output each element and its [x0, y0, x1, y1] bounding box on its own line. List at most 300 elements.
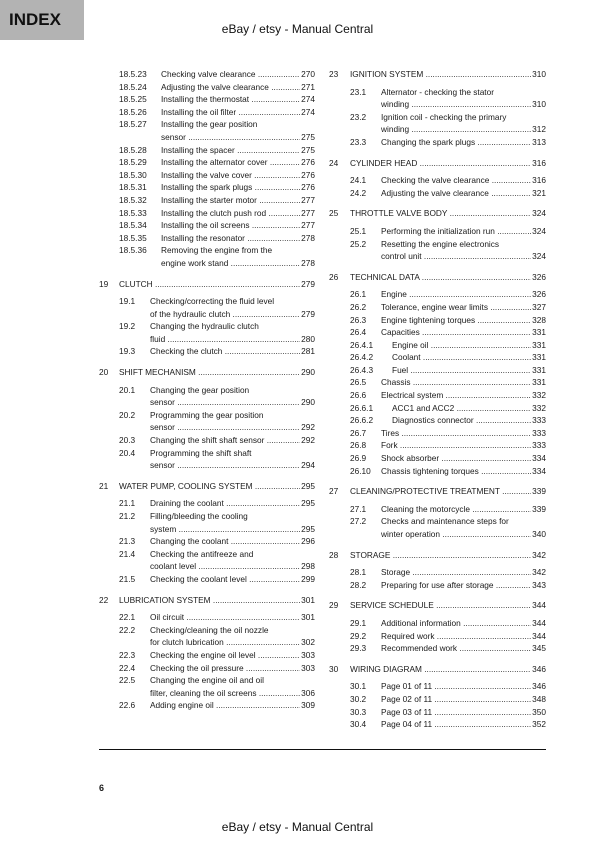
toc-entry-number: 26.9 [350, 453, 367, 464]
toc-entry-number: 26 [329, 271, 339, 282]
toc-entry-title: Performing the initialization run ..... [381, 225, 531, 238]
toc-entry[interactable] [99, 118, 315, 143]
toc-entry-title: sensor ..... [150, 459, 300, 472]
toc-entry-title: Shock absorber ..... [381, 452, 531, 465]
toc-entry-title: fluid ..... [150, 333, 300, 346]
toc-entry-page: 324 [532, 251, 546, 262]
toc-entry-page: 324 [532, 208, 546, 219]
toc-entry-title: Changing the spark plugs ..... [381, 136, 531, 149]
toc-entry-page: 326 [532, 289, 546, 300]
toc-entry[interactable] [329, 86, 546, 111]
toc-entry[interactable] [99, 219, 315, 232]
toc-entry-page: 290 [301, 367, 315, 378]
toc-entry-number: 28.2 [350, 579, 367, 590]
toc-entry[interactable] [99, 144, 315, 157]
toc-entry-title: Oil circuit ..... [150, 611, 300, 624]
toc-entry-number: 23.3 [350, 136, 367, 147]
toc-entry-number: 18.5.33 [119, 207, 147, 218]
toc-entry-number: 26.5 [350, 377, 367, 388]
toc-entry-number: 18.5.34 [119, 220, 147, 231]
toc-entry-title: Installing the spacer ..... [161, 144, 300, 157]
toc-entry-title: SHIFT MECHANISM ..... [119, 366, 300, 379]
toc-entry[interactable] [99, 611, 315, 624]
toc-entry-title: WIRING DIAGRAM ..... [350, 663, 531, 676]
toc-entry[interactable] [99, 181, 315, 194]
toc-entry-number: 20 [99, 367, 109, 378]
toc-entry[interactable] [329, 339, 546, 352]
toc-entry-number: 22.3 [119, 649, 136, 660]
toc-entry-page: 275 [301, 131, 315, 142]
toc-entry[interactable] [99, 295, 315, 320]
toc-entry[interactable] [99, 93, 315, 106]
toc-entry-page: 339 [532, 503, 546, 514]
toc-entry-page: 279 [301, 308, 315, 319]
toc-entry[interactable] [329, 579, 546, 592]
toc-entry-page: 301 [301, 594, 315, 605]
toc-entry-page: 275 [301, 144, 315, 155]
toc-entry-title: Page 04 of 11 ..... [381, 718, 531, 731]
toc-entry-number: 26.8 [350, 440, 367, 451]
toc-entry-title-line: Changing the hydraulic clutch [150, 321, 259, 332]
toc-entry-title: of the hydraulic clutch ..... [150, 308, 300, 321]
toc-entry-number: 18.5.36 [119, 245, 147, 256]
toc-entry-number: 22 [99, 594, 109, 605]
toc-entry[interactable] [329, 314, 546, 327]
toc-entry[interactable] [329, 351, 546, 364]
toc-entry-title: Cleaning the motorcycle ..... [381, 503, 531, 516]
toc-entry-number: 21.4 [119, 548, 136, 559]
toc-entry-page: 342 [532, 549, 546, 560]
toc-entry-number: 26.4.3 [350, 364, 374, 375]
toc-entry[interactable] [99, 320, 315, 345]
toc-entry-title-line: Filling/bleeding the cooling [150, 511, 248, 521]
header-banner: eBay / etsy - Manual Central [221, 22, 374, 36]
toc-entry-page: 299 [301, 573, 315, 584]
toc-entry-page: 344 [532, 600, 546, 611]
toc-entry-title: WATER PUMP, COOLING SYSTEM ..... [119, 480, 300, 493]
toc-entry-page: 332 [532, 402, 546, 413]
toc-entry-title: Installing the oil filter ..... [161, 106, 300, 119]
toc-entry[interactable] [99, 699, 315, 712]
toc-entry-page: 295 [301, 523, 315, 534]
toc-entry-number: 30.3 [350, 706, 367, 717]
toc-entry[interactable] [99, 573, 315, 586]
toc-entry-page: 274 [301, 106, 315, 117]
toc-entry-title: STORAGE ..... [350, 549, 531, 562]
toc-entry-page: 328 [532, 314, 546, 325]
toc-entry-page: 344 [532, 617, 546, 628]
toc-entry-page: 276 [301, 169, 315, 180]
toc-section[interactable] [99, 594, 315, 607]
toc-entry-number: 26.7 [350, 427, 367, 438]
toc-entry-title: Tires ..... [381, 427, 531, 440]
toc-entry-title: Engine oil ..... [392, 339, 531, 352]
toc-entry-title: Required work ..... [381, 630, 531, 643]
toc-entry-page: 344 [532, 630, 546, 641]
toc-entry-page: 333 [532, 440, 546, 451]
toc-entry-title: Additional information ..... [381, 617, 531, 630]
toc-entry[interactable] [329, 389, 546, 402]
toc-entry-page: 331 [532, 377, 546, 388]
toc-entry-number: 20.4 [119, 447, 136, 458]
toc-entry-title: IGNITION SYSTEM ..... [350, 68, 531, 81]
toc-section[interactable] [329, 599, 546, 612]
toc-entry-title: TECHNICAL DATA ..... [350, 271, 531, 284]
toc-entry-number: 18.5.27 [119, 119, 147, 130]
toc-entry-title: Installing the resonator ..... [161, 232, 300, 245]
toc-section[interactable] [99, 480, 315, 493]
toc-entry[interactable] [329, 706, 546, 719]
toc-entry-page: 346 [532, 663, 546, 674]
toc-entry-title: Coolant ..... [392, 351, 531, 364]
toc-entry-title: Installing the valve cover ..... [161, 169, 300, 182]
toc-entry-number: 19.3 [119, 346, 136, 357]
toc-entry-number: 29.2 [350, 630, 367, 641]
toc-entry-number: 25.1 [350, 225, 367, 236]
toc-entry-number: 26.4 [350, 327, 367, 338]
toc-entry-page: 334 [532, 453, 546, 464]
toc-entry-number: 18.5.25 [119, 94, 147, 105]
toc-entry-page: 276 [301, 157, 315, 168]
toc-entry-title: Installing the clutch push rod ..... [161, 207, 300, 220]
toc-entry-number: 18.5.23 [119, 69, 147, 79]
toc-entry[interactable] [99, 674, 315, 699]
toc-entry-page: 296 [301, 536, 315, 547]
toc-entry-number: 22.6 [119, 700, 136, 711]
index-tab: INDEX [0, 0, 84, 40]
toc-entry-page: 324 [532, 225, 546, 236]
toc-entry-page: 271 [301, 81, 315, 92]
toc-entry-title: coolant level ..... [150, 560, 300, 573]
toc-entry-title: Chassis tightening torques ..... [381, 465, 531, 478]
toc-entry-page: 326 [532, 271, 546, 282]
toc-section[interactable] [329, 68, 546, 81]
toc-entry-number: 22.5 [119, 675, 136, 686]
toc-entry[interactable] [329, 452, 546, 465]
toc-entry-title: Adding engine oil ..... [150, 699, 300, 712]
toc-section[interactable] [329, 271, 546, 284]
toc-entry[interactable] [99, 510, 315, 535]
toc-entry[interactable] [329, 630, 546, 643]
toc-entry-title: Diagnostics connector ..... [392, 414, 531, 427]
toc-entry-title: engine work stand ..... [161, 257, 300, 270]
toc-entry-title: Tolerance, engine wear limits ..... [381, 301, 531, 314]
toc-entry-title: Installing the spark plugs ..... [161, 181, 300, 194]
toc-entry-title: winding ..... [381, 98, 531, 111]
toc-entry-page: 346 [532, 681, 546, 692]
toc-entry-number: 21.3 [119, 536, 136, 547]
toc-entry-page: 334 [532, 465, 546, 476]
toc-entry[interactable] [99, 434, 315, 447]
toc-entry-title: Checking valve clearance ..... [161, 68, 300, 81]
toc-entry-number: 18.5.35 [119, 232, 147, 243]
toc-entry[interactable] [99, 624, 315, 649]
toc-entry-page: 313 [532, 136, 546, 147]
toc-entry-title-line: Changing the engine oil and oil [150, 675, 264, 686]
toc-entry-title-line: Resetting the engine electronics [381, 238, 500, 249]
toc-entry-number: 26.10 [350, 465, 371, 476]
toc-entry-title: control unit ..... [381, 250, 531, 263]
toc-entry-page: 276 [301, 182, 315, 193]
toc-entry[interactable] [329, 225, 546, 238]
toc-entry-number: 28.1 [350, 567, 367, 578]
toc-entry-page: 345 [532, 643, 546, 654]
toc-entry-page: 343 [532, 579, 546, 590]
toc-entry-title: sensor ..... [161, 131, 300, 144]
toc-entry-title: Fork ..... [381, 439, 531, 452]
toc-entry[interactable] [99, 81, 315, 94]
toc-entry-title: sensor ..... [150, 421, 300, 434]
toc-entry[interactable] [99, 447, 315, 472]
toc-entry-page: 309 [301, 700, 315, 711]
toc-entry-title-line: Checking/cleaning the oil nozzle [150, 624, 269, 635]
toc-section[interactable] [329, 157, 546, 170]
toc-entry[interactable] [99, 548, 315, 573]
toc-entry-title: Chassis ..... [381, 376, 531, 389]
toc-entry-page: 333 [532, 427, 546, 438]
toc-entry-title: LUBRICATION SYSTEM ..... [119, 594, 300, 607]
toc-entry-title-line: Alternator - checking the stator [381, 86, 494, 97]
toc-section[interactable] [329, 663, 546, 676]
toc-entry-number: 21.5 [119, 573, 136, 584]
toc-entry-page: 312 [532, 124, 546, 135]
toc-entry-page: 331 [532, 339, 546, 350]
toc-entry-title: Page 02 of 11 ..... [381, 693, 531, 706]
toc-entry-page: 281 [301, 346, 315, 357]
toc-entry-number: 27 [329, 486, 339, 497]
toc-entry[interactable] [99, 649, 315, 662]
toc-entry[interactable] [329, 515, 546, 540]
toc-entry-page: 316 [532, 157, 546, 168]
toc-entry-page: 290 [301, 397, 315, 408]
toc-entry-title: CLUTCH ..... [119, 278, 300, 291]
toc-entry[interactable] [99, 232, 315, 245]
toc-entry-page: 342 [532, 567, 546, 578]
toc-entry-page: 278 [301, 232, 315, 243]
toc-entry[interactable] [99, 662, 315, 675]
toc-entry-page: 316 [532, 175, 546, 186]
toc-entry-number: 28 [329, 549, 339, 560]
toc-entry[interactable] [329, 465, 546, 478]
toc-entry-title: ACC1 and ACC2 ..... [392, 402, 531, 415]
toc-entry-page: 277 [301, 194, 315, 205]
toc-entry-number: 18.5.26 [119, 106, 147, 117]
toc-entry-page: 321 [532, 187, 546, 198]
toc-entry-page: 303 [301, 662, 315, 673]
toc-entry-title: Installing the oil screens ..... [161, 219, 300, 232]
toc-entry[interactable] [99, 409, 315, 434]
toc-entry-page: 295 [301, 498, 315, 509]
toc-entry-page: 331 [532, 327, 546, 338]
toc-entry-number: 20.2 [119, 409, 136, 420]
toc-entry-title: Preparing for use after storage ..... [381, 579, 531, 592]
toc-entry[interactable] [99, 68, 315, 81]
toc-entry-title: Capacities ..... [381, 326, 531, 339]
toc-entry-page: 298 [301, 561, 315, 572]
toc-entry[interactable] [329, 617, 546, 630]
toc-entry-number: 27.1 [350, 503, 367, 514]
toc-entry[interactable] [329, 326, 546, 339]
footer-divider [99, 749, 546, 750]
toc-entry[interactable] [329, 503, 546, 516]
toc-entry-number: 23.2 [350, 111, 367, 122]
toc-entry-page: 352 [532, 719, 546, 730]
toc-entry[interactable] [99, 535, 315, 548]
toc-entry-number: 18.5.31 [119, 182, 147, 193]
toc-entry[interactable] [99, 169, 315, 182]
toc-entry-title: Draining the coolant ..... [150, 497, 300, 510]
toc-entry-number: 24.1 [350, 175, 367, 186]
page-number: 6 [99, 783, 105, 793]
toc-entry[interactable] [329, 402, 546, 415]
toc-entry[interactable] [99, 207, 315, 220]
toc-entry-title: winding ..... [381, 123, 531, 136]
toc-entry-number: 25 [329, 208, 339, 219]
toc-entry-number: 26.3 [350, 314, 367, 325]
toc-entry-number: 20.1 [119, 384, 136, 395]
toc-entry[interactable] [329, 376, 546, 389]
toc-entry-title: THROTTLE VALVE BODY ..... [350, 207, 531, 220]
toc-entry-page: 279 [301, 278, 315, 289]
toc-entry-title: Checking the oil pressure ..... [150, 662, 300, 675]
toc-entry-title: Recommended work ..... [381, 642, 531, 655]
toc-entry-title: Installing the alternator cover ..... [161, 156, 300, 169]
toc-entry-title: Adjusting the valve clearance ..... [381, 187, 531, 200]
toc-entry-page: 331 [532, 364, 546, 375]
toc-entry[interactable] [329, 238, 546, 263]
toc-entry-number: 26.6 [350, 390, 367, 401]
toc-entry[interactable] [329, 187, 546, 200]
toc-entry-page: 277 [301, 207, 315, 218]
toc-section[interactable] [99, 366, 315, 379]
toc-entry-title: Checking the engine oil level ..... [150, 649, 300, 662]
toc-entry[interactable] [329, 693, 546, 706]
toc-entry-number: 22.2 [119, 624, 136, 635]
toc-entry-page: 350 [532, 706, 546, 717]
toc-entry[interactable] [99, 244, 315, 269]
toc-section[interactable] [329, 549, 546, 562]
toc-entry-title-line: Ignition coil - checking the primary [381, 111, 507, 122]
toc-entry-number: 29.3 [350, 643, 367, 654]
toc-entry-page: 277 [301, 220, 315, 231]
toc-entry-number: 27.2 [350, 516, 367, 527]
toc-entry-page: 303 [301, 649, 315, 660]
toc-entry-page: 295 [301, 480, 315, 491]
toc-entry-page: 306 [301, 687, 315, 698]
toc-entry-page: 280 [301, 333, 315, 344]
toc-entry[interactable] [329, 439, 546, 452]
toc-right-column [329, 68, 546, 731]
toc-entry-title: Changing the coolant ..... [150, 535, 300, 548]
toc-entry-title: Adjusting the valve clearance ..... [161, 81, 300, 94]
toc-entry-title: Engine tightening torques ..... [381, 314, 531, 327]
toc-entry-number: 19.2 [119, 321, 136, 332]
toc-entry-title: Engine ..... [381, 288, 531, 301]
toc-entry-title: Electrical system ..... [381, 389, 531, 402]
toc-entry-title: Changing the shift shaft sensor ..... [150, 434, 300, 447]
toc-entry-title-line: Programming the gear position [150, 409, 264, 420]
toc-entry-number: 29.1 [350, 617, 367, 628]
footer-banner: eBay / etsy - Manual Central [221, 820, 374, 834]
toc-entry-number: 20.3 [119, 435, 136, 446]
toc-entry[interactable] [329, 301, 546, 314]
toc-entry-title-line: Installing the gear position [161, 119, 258, 130]
toc-entry[interactable] [99, 345, 315, 358]
toc-entry-title-line: Programming the shift shaft [150, 447, 252, 458]
toc-entry-number: 26.6.2 [350, 415, 374, 426]
toc-entry[interactable] [99, 156, 315, 169]
toc-entry[interactable] [329, 136, 546, 149]
toc-entry-number: 25.2 [350, 238, 367, 249]
toc-entry-number: 26.2 [350, 301, 367, 312]
toc-entry-title: Page 01 of 11 ..... [381, 680, 531, 693]
toc-entry-number: 30 [329, 663, 339, 674]
toc-entry-number: 21.1 [119, 498, 136, 509]
toc-section[interactable] [329, 207, 546, 220]
toc-entry-number: 18.5.28 [119, 144, 147, 155]
toc-entry-number: 19.1 [119, 296, 136, 307]
toc-entry-title: Checking the clutch ..... [150, 345, 300, 358]
toc-entry-number: 19 [99, 278, 109, 289]
toc-entry[interactable] [99, 106, 315, 119]
toc-entry[interactable] [329, 566, 546, 579]
toc-entry[interactable] [329, 718, 546, 731]
toc-entry-number: 29 [329, 600, 339, 611]
toc-entry-number: 22.1 [119, 612, 136, 623]
toc-entry[interactable] [329, 680, 546, 693]
toc-entry-title: Page 03 of 11 ..... [381, 706, 531, 719]
toc-entry-title-line: Checks and maintenance steps for [381, 516, 509, 527]
toc-section[interactable] [99, 278, 315, 291]
toc-entry-title: sensor ..... [150, 396, 300, 409]
toc-entry-page: 270 [301, 69, 315, 79]
toc-entry-page: 340 [532, 529, 546, 539]
toc-entry-number: 23 [329, 69, 339, 79]
toc-entry-number: 26.4.1 [350, 339, 374, 350]
toc-entry-number: 30.1 [350, 681, 367, 692]
toc-entry-page: 327 [532, 301, 546, 312]
toc-section[interactable] [329, 485, 546, 498]
toc-entry-page: 292 [301, 435, 315, 446]
toc-entry[interactable] [99, 497, 315, 510]
toc-entry-number: 24 [329, 157, 339, 168]
toc-entry-number: 18.5.32 [119, 194, 147, 205]
toc-entry[interactable] [329, 414, 546, 427]
toc-entry-title-line: Checking the antifreeze and [150, 548, 254, 559]
toc-entry[interactable] [329, 174, 546, 187]
toc-entry-title-line: Checking/correcting the fluid level [150, 296, 275, 307]
toc-entry[interactable] [329, 364, 546, 377]
toc-entry[interactable] [329, 111, 546, 136]
toc-entry-number: 26.6.1 [350, 402, 374, 413]
toc-entry[interactable] [329, 642, 546, 655]
toc-left-column [99, 68, 315, 712]
toc-entry-title: Installing the thermostat ..... [161, 93, 300, 106]
toc-entry-page: 332 [532, 390, 546, 401]
toc-entry-page: 339 [532, 486, 546, 497]
toc-entry-title: CLEANING/PROTECTIVE TREATMENT ..... [350, 485, 531, 498]
toc-entry-title: for clutch lubrication ..... [150, 636, 300, 649]
toc-entry[interactable] [329, 288, 546, 301]
toc-entry[interactable] [99, 194, 315, 207]
toc-entry[interactable] [329, 427, 546, 440]
toc-entry-page: 274 [301, 94, 315, 105]
toc-entry-number: 24.2 [350, 187, 367, 198]
toc-entry-page: 278 [301, 257, 315, 268]
toc-entry[interactable] [99, 384, 315, 409]
toc-entry-number: 18.5.29 [119, 157, 147, 168]
toc-entry-number: 21 [99, 480, 109, 491]
